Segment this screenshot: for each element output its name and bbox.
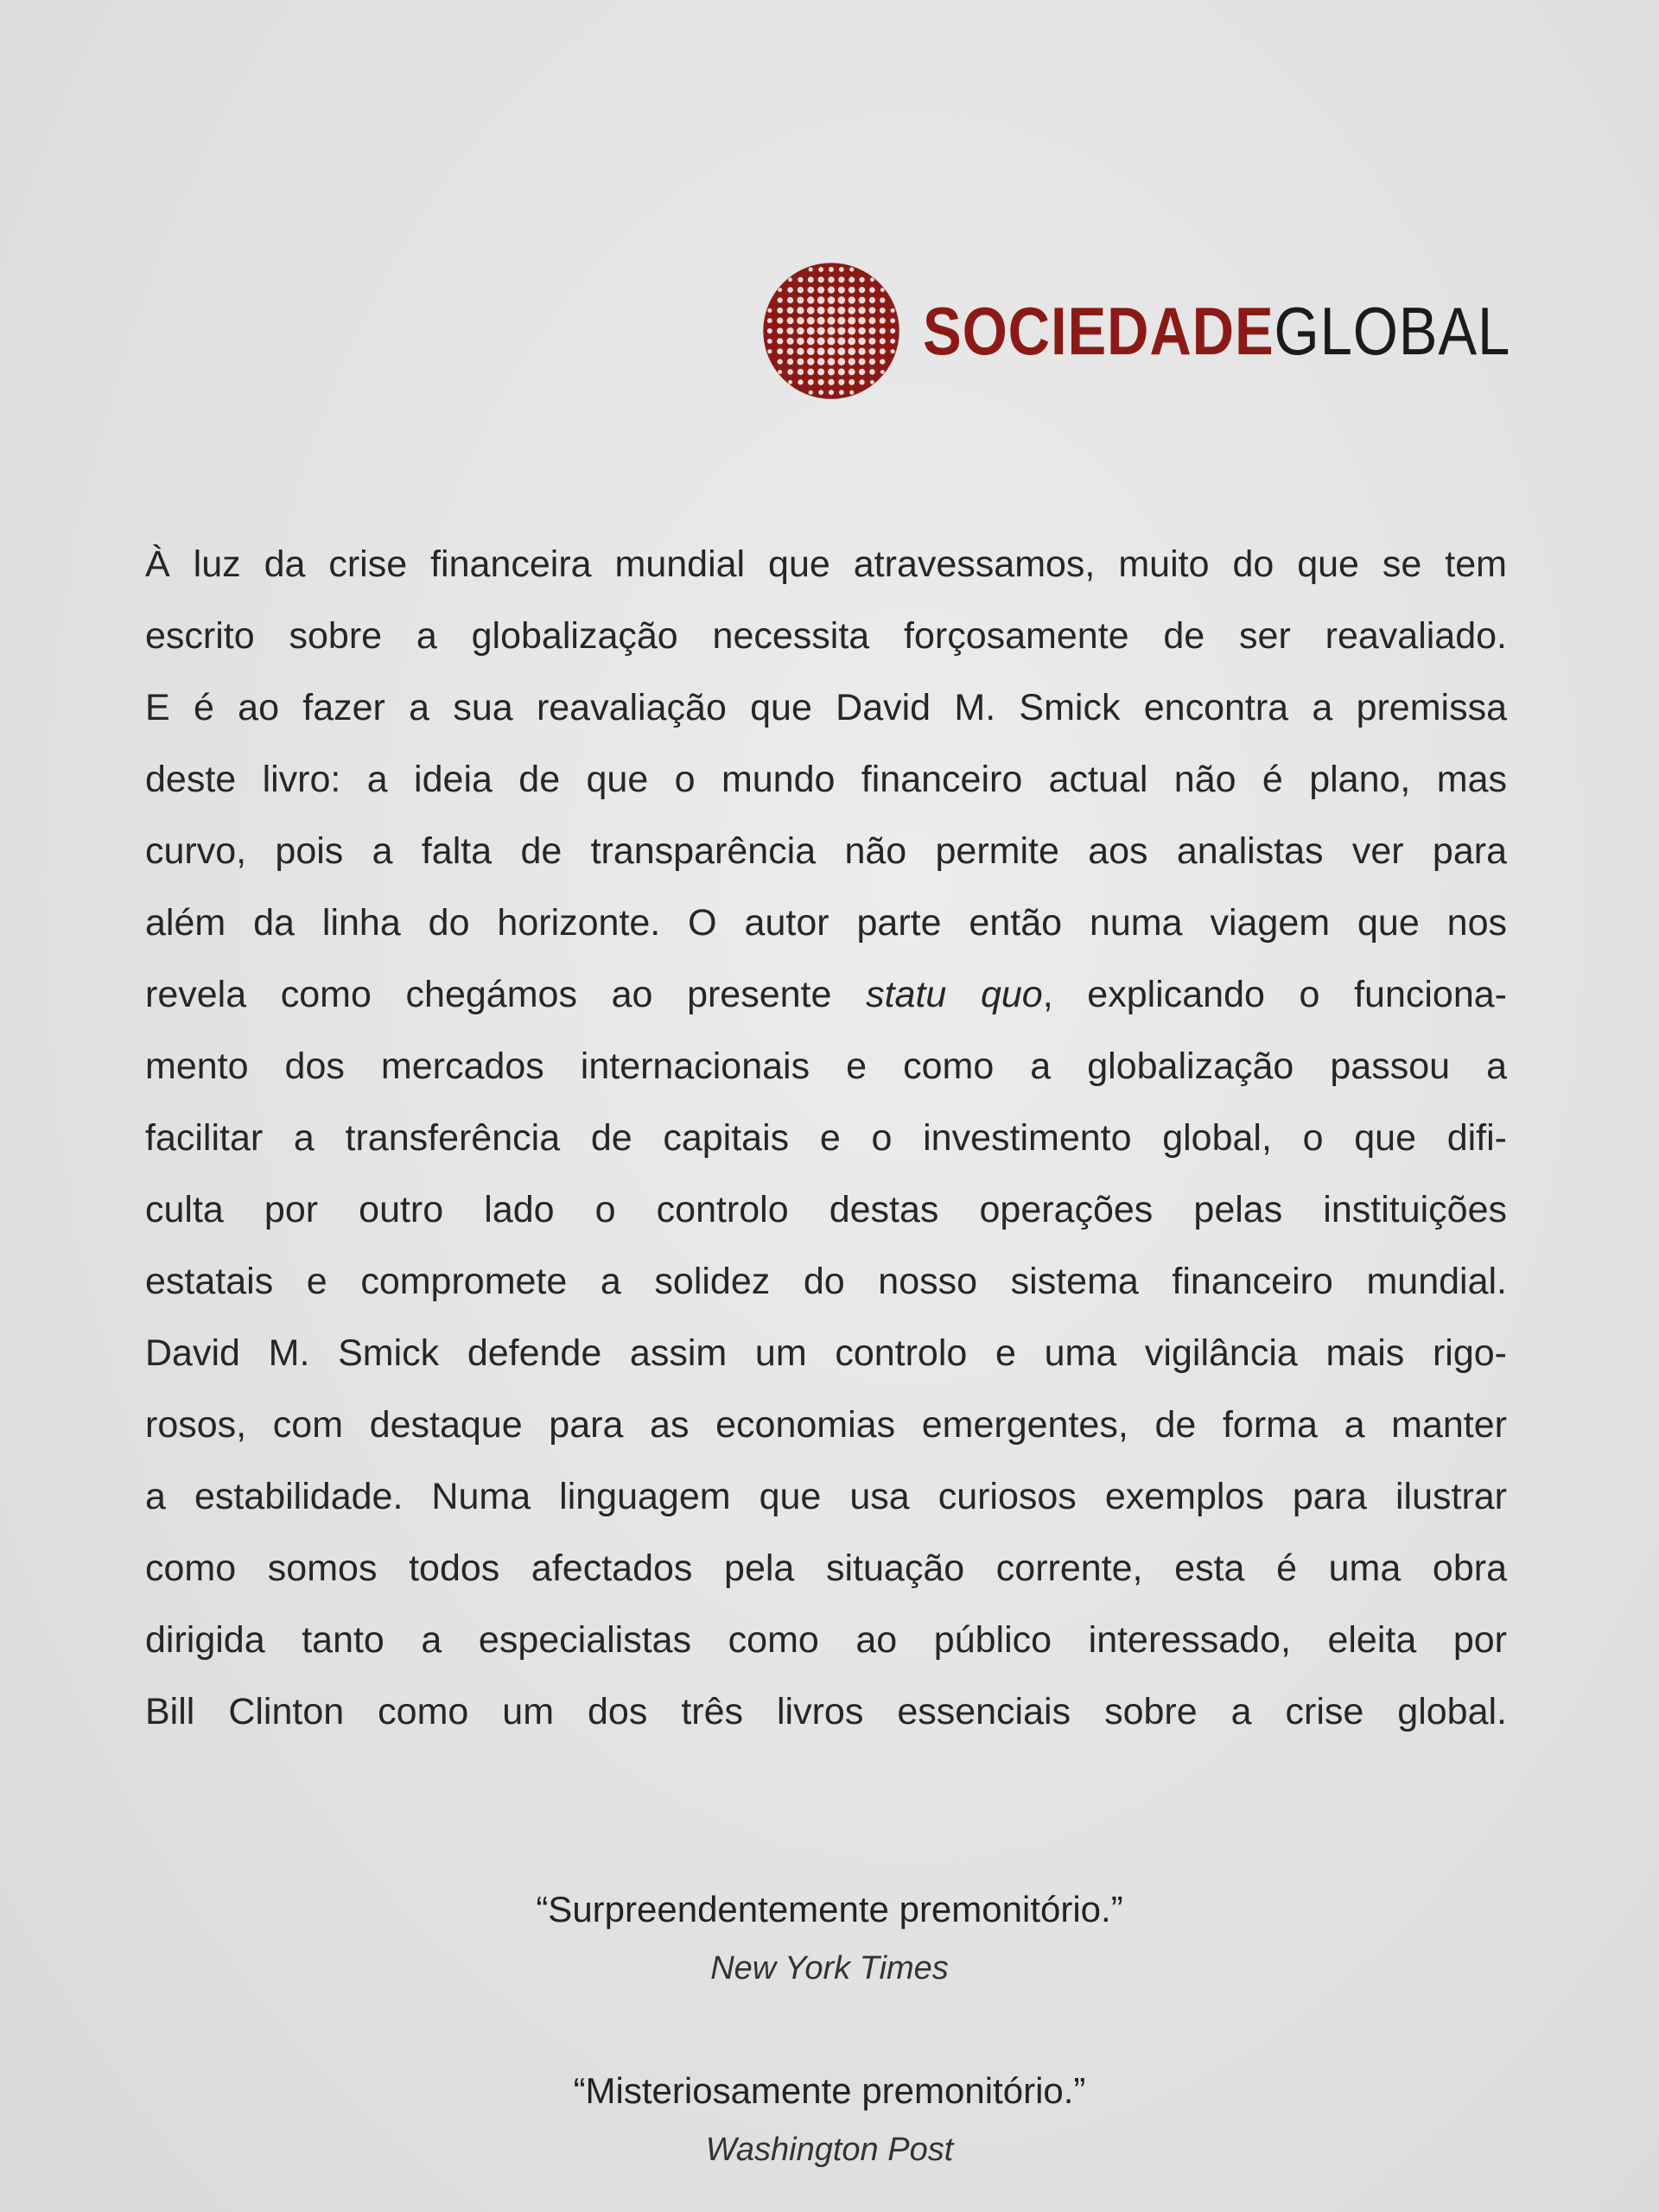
globe-dot (848, 347, 855, 355)
globe-dot (890, 338, 895, 343)
globe-dot (787, 369, 793, 375)
globe-dot (807, 286, 814, 293)
globe-dot (849, 296, 855, 303)
globe-dot (767, 328, 772, 334)
blurb-line: À luz da crise financeira mundial que atravessamos, muito do que se tem (145, 543, 1507, 585)
globe-dot (828, 347, 836, 355)
globe-dot (859, 379, 864, 385)
globe-dot (868, 327, 875, 334)
blurb-line: Bill Clinton como um dos três livros essenciais sobre a crise global. (145, 1691, 1507, 1732)
globe-dot (807, 296, 814, 303)
globe-dot (817, 347, 825, 355)
globe-dot (870, 277, 874, 282)
globe-dot (880, 338, 886, 344)
globe-dot (818, 266, 823, 271)
globe-dot (807, 306, 815, 314)
globe-dot (828, 276, 834, 283)
globe-dot (868, 337, 875, 344)
globe-dot (869, 287, 875, 293)
globe-dot (797, 358, 804, 365)
globe-dot (837, 316, 845, 324)
globe-dot (797, 337, 804, 345)
blurb-line: dirigida tanto a especialistas como ao público interessado, eleita por (145, 1619, 1507, 1661)
globe-dot (891, 308, 895, 312)
globe-dot (828, 306, 836, 314)
globe-dot (798, 368, 804, 374)
globe-dot (858, 337, 866, 345)
globe-dot (818, 378, 824, 385)
globe-dot (807, 368, 814, 375)
globe-dot (880, 307, 886, 313)
globe-dot (798, 379, 803, 385)
globe-dot (797, 316, 804, 324)
globe-dot (837, 337, 845, 345)
globe-dot (859, 368, 865, 374)
globe-dot (848, 337, 855, 345)
publisher-wordmark (923, 292, 1511, 369)
globe-dot (838, 358, 846, 365)
globe-dot (859, 296, 866, 303)
blurb-line: estatais e compromete a solidez do nosso sistema financeiro mundial. (145, 1261, 1507, 1302)
globe-dot (848, 327, 855, 334)
globe-dot (788, 379, 792, 384)
globe-dot (869, 296, 875, 302)
blurb-line: E é ao fazer a sua reavaliação que David M. Smick encontra a premissa (145, 687, 1507, 728)
quote-source: New York Times (710, 1950, 949, 1986)
globe-dot (828, 296, 836, 304)
globe-dot (858, 347, 865, 354)
globe-dot (849, 286, 855, 293)
globe-dot (891, 349, 895, 353)
globe-dot (880, 348, 886, 354)
dotted-globe-icon (760, 260, 902, 402)
globe-dot (807, 358, 814, 365)
globe-dot (777, 327, 783, 334)
globe-dot (777, 317, 783, 323)
globe-dot (777, 348, 783, 354)
blurb-line: facilitar a transferência de capitais e o investimento global, o que difi- (145, 1117, 1507, 1159)
globe-dot (880, 288, 885, 292)
globe-dot (797, 307, 804, 314)
globe-dot (788, 277, 792, 282)
globe-dot (839, 390, 844, 395)
globe-dot (859, 286, 865, 292)
press-quote-1 (0, 1885, 1659, 1993)
globe-dot (787, 317, 794, 324)
globe-dot (767, 318, 772, 323)
globe-dot (827, 327, 835, 334)
globe-dot (818, 390, 823, 395)
blurb-line: mento dos mercados internacionais e como a globalização passou a (145, 1046, 1507, 1087)
globe-dot (849, 276, 855, 283)
wordmark-global: GLOBAL (1274, 292, 1511, 369)
globe-dot (838, 368, 845, 375)
globe-dot (838, 378, 844, 385)
globe-dot (880, 370, 885, 374)
globe-dot (838, 276, 844, 283)
globe-dot (818, 276, 824, 283)
blurb-line: David M. Smick defende assim um controlo e uma vigilância mais rigo- (145, 1332, 1507, 1374)
globe-dot (880, 327, 886, 334)
globe-dot (797, 327, 804, 334)
globe-dot (767, 349, 772, 353)
globe-dot (880, 317, 886, 323)
quote-text: “Misteriosamente premonitório.” (573, 2070, 1086, 2111)
publisher-logo (760, 259, 1606, 402)
blurb-line: culta por outro lado o controlo destas operações pelas instituições (145, 1189, 1507, 1230)
globe-dot (787, 287, 793, 293)
globe-dot (880, 297, 885, 302)
globe-dot (767, 338, 772, 343)
globe-dot (869, 369, 875, 375)
globe-dot (828, 368, 835, 375)
globe-dot (778, 359, 783, 364)
blurb-line: além da linha do horizonte. O autor parte então numa viagem que nos (145, 902, 1507, 944)
globe-dot (858, 316, 866, 324)
blurb-line: deste livro: a ideia de que o mundo financeiro actual não é plano, mas (145, 759, 1507, 800)
globe-dot (828, 358, 836, 365)
globe-dot (829, 266, 834, 271)
globe-dot (817, 296, 825, 304)
globe-dot (869, 307, 876, 314)
globe-dot (827, 337, 835, 345)
globe-dot (817, 286, 824, 293)
globe-dot (849, 358, 855, 365)
blurb-line: como somos todos afectados pela situação corrente, esta é uma obra (145, 1548, 1507, 1589)
blurb-text: , explicando o funciona- (1042, 974, 1507, 1015)
globe-dot (778, 370, 782, 374)
globe-dot (817, 337, 825, 345)
globe-dot (870, 379, 874, 384)
globe-dot (809, 390, 813, 394)
globe-dot (849, 267, 854, 271)
globe-dot (798, 276, 803, 282)
press-quote-2 (0, 2067, 1659, 2174)
globe-dot (807, 316, 815, 324)
globe-dot (778, 288, 782, 292)
blurb-italic-term: statu quo (866, 974, 1043, 1015)
globe-dot (798, 286, 804, 292)
blurb-line: rosos, com destaque para as economias emergentes, de forma a manter (145, 1404, 1507, 1446)
globe-dot (858, 307, 865, 314)
blurb-line-mixed (145, 959, 1507, 1031)
globe-dot (787, 307, 794, 314)
globe-dot (859, 276, 864, 282)
globe-dot (767, 308, 772, 312)
blurb-line: a estabilidade. Numa linguagem que usa curiosos exemplos para ilustrar (145, 1476, 1507, 1517)
globe-dot (807, 327, 815, 334)
globe-dot (838, 296, 846, 304)
globe-dot (858, 327, 866, 334)
globe-dot (849, 368, 855, 375)
globe-dot (807, 347, 815, 355)
globe-dot (777, 338, 783, 344)
globe-dot (787, 327, 794, 334)
globe-dot (837, 327, 845, 334)
globe-dot (777, 307, 783, 313)
globe-dot (797, 296, 804, 303)
globe-dot (839, 266, 844, 271)
blurb-text: revela como chegámos ao presente (145, 974, 832, 1015)
globe-dot (828, 286, 835, 293)
quote-text: “Surpreendentemente premonitório.” (536, 1889, 1123, 1929)
globe-dot (880, 359, 885, 364)
globe-dot (848, 316, 855, 324)
globe-dot (890, 328, 895, 334)
quote-source: Washington Post (705, 2132, 954, 2168)
globe-dot (828, 378, 834, 385)
globe-dot (808, 276, 814, 283)
globe-dot (787, 358, 793, 364)
globe-dot (837, 347, 845, 355)
globe-dot (849, 390, 854, 394)
wordmark-sociedade: SOCIEDADE (923, 292, 1274, 369)
globe-dot (869, 358, 875, 364)
globe-dot (869, 347, 876, 354)
globe-dot (868, 317, 875, 324)
globe-dot (809, 267, 813, 271)
globe-dot (859, 358, 866, 365)
blurb-line: escrito sobre a globalização necessita forçosamente de ser reavaliado. (145, 615, 1507, 657)
globe-dot (817, 316, 825, 324)
blurb-paragraph (145, 529, 1507, 1748)
globe-dot (817, 327, 825, 334)
globe-dot (849, 378, 855, 385)
globe-dot (848, 306, 855, 314)
globe-dot (890, 318, 895, 323)
blurb-line: curvo, pois a falta de transparência não permite aos analistas ver para (145, 830, 1507, 872)
globe-dot (837, 306, 845, 314)
globe-dot (808, 378, 814, 385)
globe-dot (817, 358, 825, 365)
globe-dot (838, 286, 845, 293)
globe-dot (787, 347, 794, 354)
globe-dot (817, 306, 825, 314)
globe-dot (827, 316, 835, 324)
globe-dot (787, 337, 794, 344)
globe-dot (787, 296, 793, 302)
globe-dot (807, 337, 815, 345)
globe-dot (817, 368, 824, 375)
globe-dot (829, 390, 834, 395)
globe-dot (778, 297, 783, 302)
globe-dot (797, 347, 804, 354)
